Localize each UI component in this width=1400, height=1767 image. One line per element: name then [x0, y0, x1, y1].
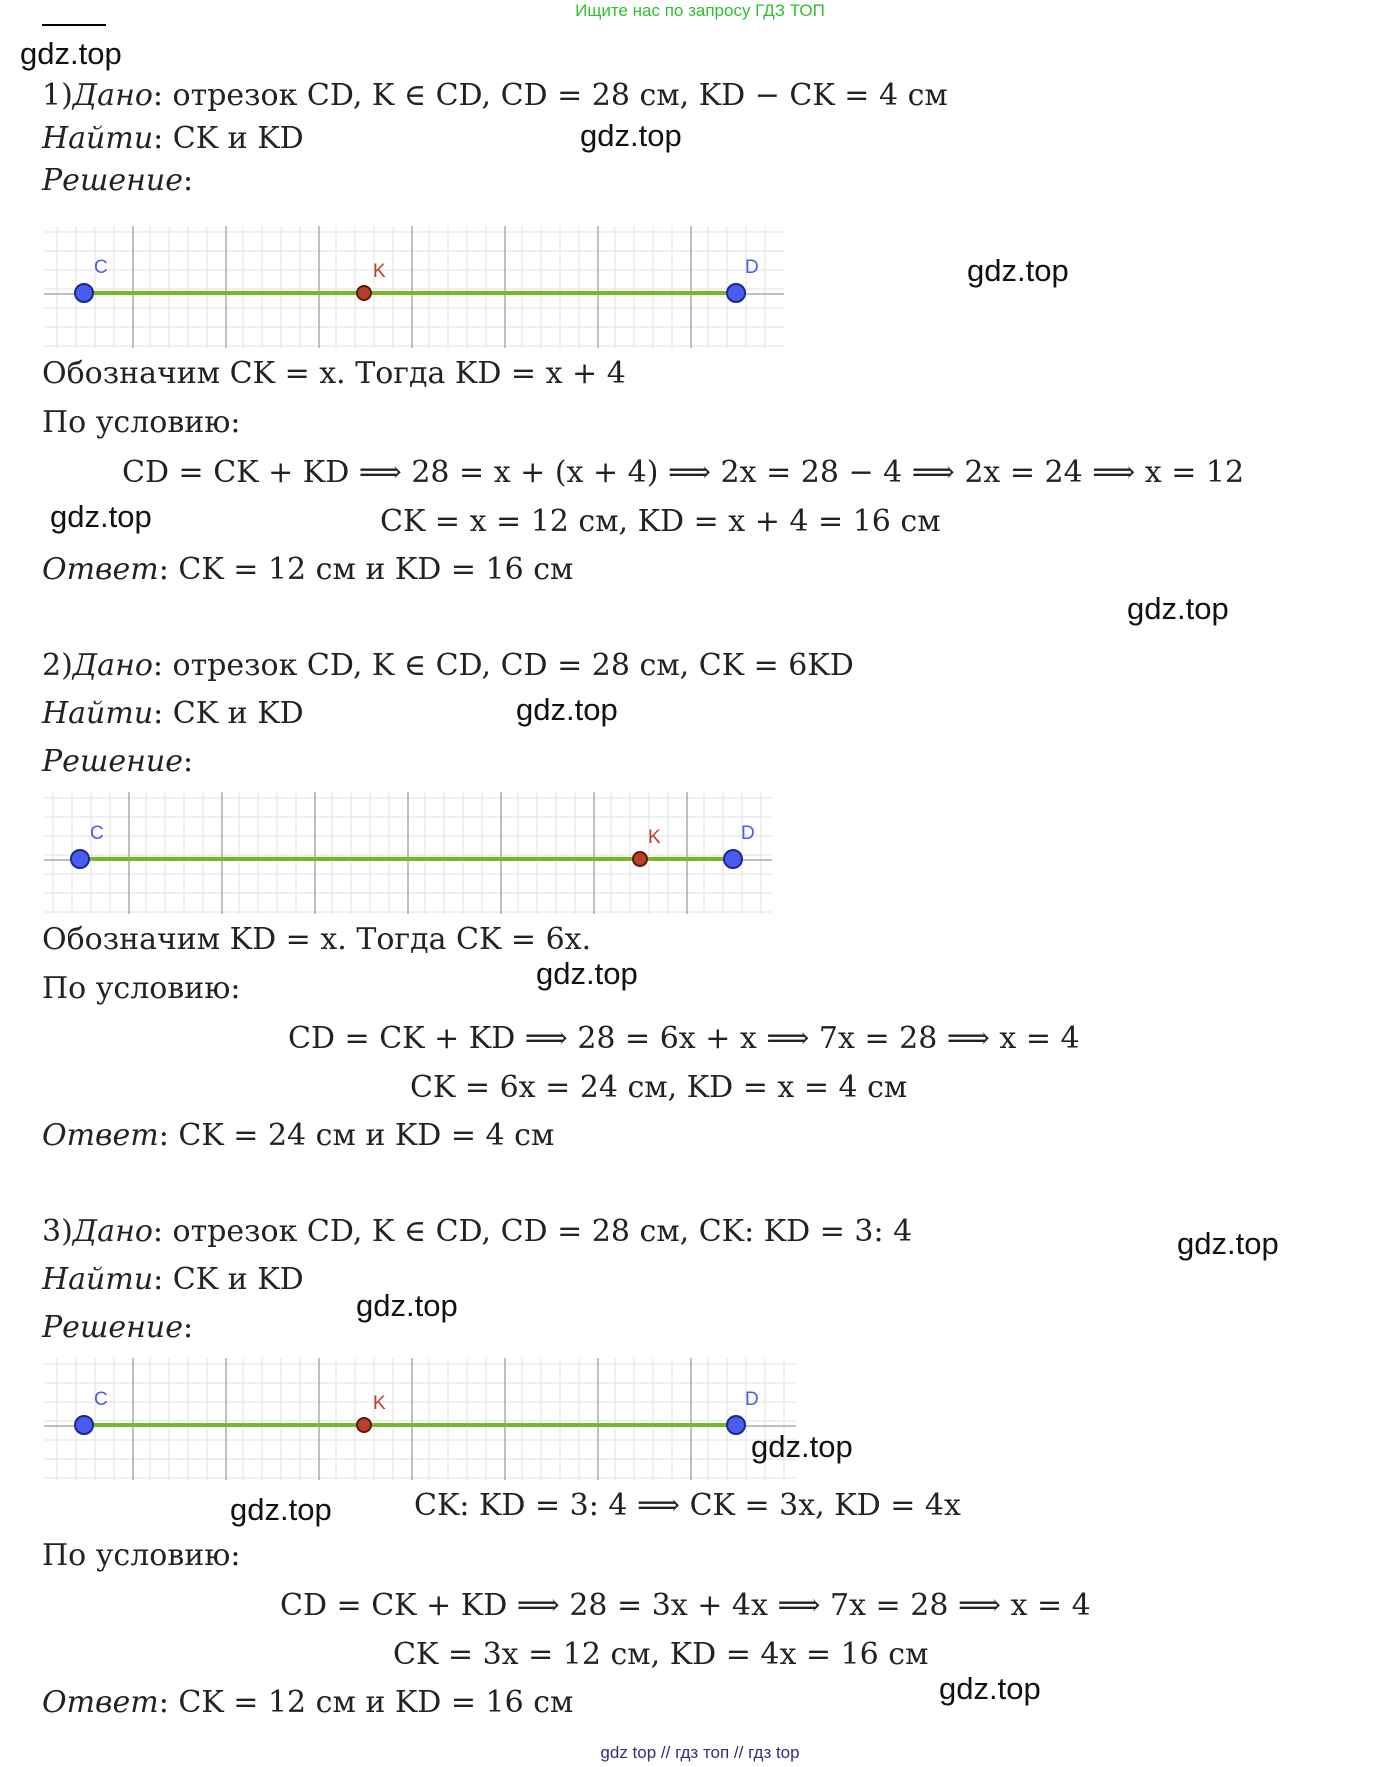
watermark: gdz.top — [536, 956, 638, 991]
point-c — [71, 850, 89, 868]
p3-eq2: CK = 3x = 12 см, KD = 4x = 16 см — [393, 1637, 929, 1672]
point-d — [727, 284, 745, 302]
label-k: K — [648, 827, 661, 848]
p1-segment-diagram — [44, 226, 784, 348]
point-c — [75, 1416, 93, 1434]
point-d — [727, 1416, 745, 1434]
top-banner[interactable]: Ищите нас по запросу ГДЗ ТОП — [575, 1, 825, 20]
p3-find: Найти: CK и KD — [42, 1262, 304, 1297]
p3-given: 3)Дано: отрезок CD, K ∈ CD, CD = 28 см, CK: KD = 3: 4 — [42, 1214, 913, 1249]
p2-solution-heading: Решение: — [42, 744, 194, 779]
label-k: K — [373, 261, 386, 282]
p1-eq2: CK = x = 12 см, KD = x + 4 = 16 см — [380, 504, 941, 539]
p1-eq1: CD = CK + KD ⟹ 28 = x + (x + 4) ⟹ 2x = 28 − 4 ⟹ 2x = 24 ⟹ x = 12 — [122, 455, 1245, 490]
point-k — [357, 1418, 371, 1432]
watermark: gdz.top — [1127, 591, 1229, 626]
watermark: gdz.top — [50, 499, 152, 534]
p2-answer: Ответ: CK = 24 см и KD = 4 см — [42, 1118, 555, 1153]
p3-eq1: CD = CK + KD ⟹ 28 = 3x + 4x ⟹ 7x = 28 ⟹ x = 4 — [280, 1588, 1091, 1623]
watermark: gdz.top — [356, 1288, 458, 1323]
p2-eq1: CD = CK + KD ⟹ 28 = 6x + x ⟹ 7x = 28 ⟹ x = 4 — [288, 1021, 1080, 1056]
p3-solution-heading: Решение: — [42, 1310, 194, 1345]
p2-segment-diagram — [44, 792, 772, 914]
p1-line2: По условию: — [42, 405, 241, 440]
point-k — [357, 286, 371, 300]
watermark: gdz.top — [939, 1671, 1041, 1706]
p2-eq2: CK = 6x = 24 см, KD = x = 4 см — [410, 1070, 908, 1105]
label-d: D — [745, 257, 759, 278]
p2-line1: Обозначим KD = x. Тогда CK = 6x. — [42, 922, 592, 957]
p1-solution-heading: Решение: — [42, 163, 194, 198]
label-c: C — [90, 823, 104, 844]
watermark: gdz.top — [230, 1492, 332, 1527]
point-k — [633, 852, 647, 866]
grid — [44, 226, 784, 348]
divider — [42, 24, 106, 26]
label-d: D — [741, 823, 755, 844]
p1-find: Найти: CK и KD — [42, 121, 304, 156]
p2-given: 2)Дано: отрезок CD, K ∈ CD, CD = 28 см, CK = 6KD — [42, 648, 854, 683]
p1-answer: Ответ: CK = 12 см и KD = 16 см — [42, 552, 574, 587]
p1-line1: Обозначим CK = x. Тогда KD = x + 4 — [42, 356, 626, 391]
label-k: K — [373, 1393, 386, 1414]
footer-links[interactable]: gdz top // гдз топ // гдз top — [600, 1743, 800, 1762]
point-d — [724, 850, 742, 868]
label-c: C — [94, 1389, 108, 1410]
point-c — [75, 284, 93, 302]
p3-line2: По условию: — [42, 1538, 241, 1573]
watermark: gdz.top — [20, 36, 122, 71]
p2-find: Найти: CK и KD — [42, 696, 304, 731]
p3-answer: Ответ: CK = 12 см и KD = 16 см — [42, 1685, 574, 1720]
p2-line2: По условию: — [42, 971, 241, 1006]
label-d: D — [745, 1389, 759, 1410]
watermark: gdz.top — [516, 692, 618, 727]
watermark: gdz.top — [751, 1429, 853, 1464]
watermark: gdz.top — [580, 118, 682, 153]
watermark: gdz.top — [1177, 1226, 1279, 1261]
p3-line0: CK: KD = 3: 4 ⟹ CK = 3x, KD = 4x — [414, 1488, 961, 1523]
label-c: C — [94, 257, 108, 278]
p3-segment-diagram — [44, 1358, 796, 1480]
p1-given: 1)Дано: отрезок CD, K ∈ CD, CD = 28 см, KD − CK = 4 см — [42, 78, 948, 113]
watermark: gdz.top — [967, 253, 1069, 288]
